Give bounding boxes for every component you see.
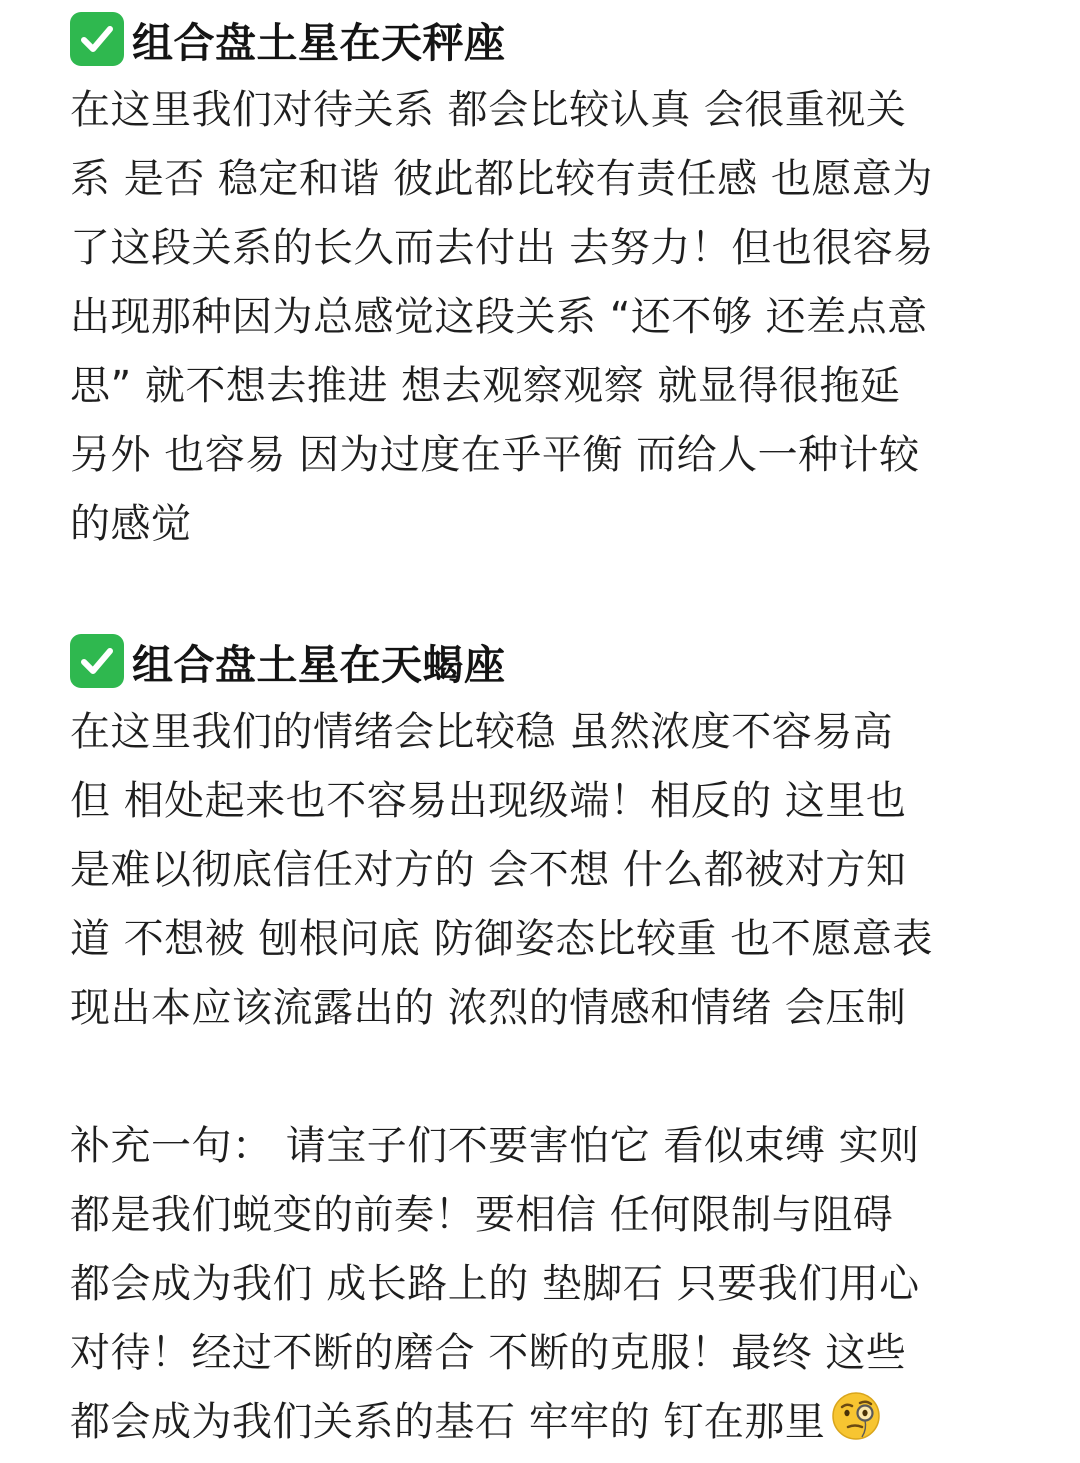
- text-line: 系 是否 稳定和谐 彼此都比较有责任感 也愿意为: [70, 156, 933, 202]
- last-text-line: [70, 1388, 1020, 1457]
- text-line: 对待！经过不断的磨合 不断的克服！最终 这些: [70, 1330, 907, 1376]
- text-line: 出现那种因为总感觉这段关系 “还不够 还差点意: [70, 294, 928, 340]
- text-line: 都会成为我们 成长路上的 垫脚石 只要我们用心: [70, 1261, 920, 1307]
- section-heading: [70, 8, 1020, 70]
- section-libra: [70, 8, 1020, 559]
- text-line: 现出本应该流露出的 浓烈的情感和情绪 会压制: [70, 985, 907, 1031]
- text-line: 是难以彻底信任对方的 会不想 什么都被对方知: [70, 847, 907, 893]
- text-line: 都会成为我们关系的基石 牢牢的 钉在那里: [70, 1399, 826, 1445]
- text-line: 都是我们蜕变的前奏！要相信 任何限制与阻碍: [70, 1192, 894, 1238]
- check-mark-button-icon: [70, 634, 124, 688]
- text-line: 在这里我们的情绪会比较稳 虽然浓度不容易高: [70, 709, 894, 755]
- text-line: 道 不想被 刨根问底 防御姿态比较重 也不愿意表: [70, 916, 933, 962]
- text-line: 了这段关系的长久而去付出 去努力！但也很容易: [70, 225, 934, 271]
- paragraph: [70, 76, 1020, 559]
- check-mark-button-icon: [70, 12, 124, 66]
- text-line: 在这里我们对待关系 都会比较认真 会很重视关: [70, 87, 907, 133]
- text-line: 的感觉: [70, 501, 192, 547]
- text-line: 但 相处起来也不容易出现级端！相反的 这里也: [70, 778, 907, 824]
- text-line: 补充一句： 请宝子们不要害怕它 看似束缚 实则: [70, 1123, 920, 1169]
- heading-text: 组合盘土星在天蝎座: [132, 640, 506, 689]
- section-heading: [70, 630, 1020, 692]
- section-scorpio: [70, 630, 1020, 1043]
- face-with-monocle-icon: [831, 1391, 881, 1441]
- paragraph: [70, 698, 1020, 1043]
- text-line: 思” 就不想去推进 想去观察观察 就显得很拖延: [70, 363, 901, 409]
- text-line: 另外 也容易 因为过度在乎平衡 而给人一种计较: [70, 432, 920, 478]
- supplement-paragraph: [70, 1112, 1020, 1457]
- heading-text: 组合盘土星在天秤座: [132, 18, 506, 67]
